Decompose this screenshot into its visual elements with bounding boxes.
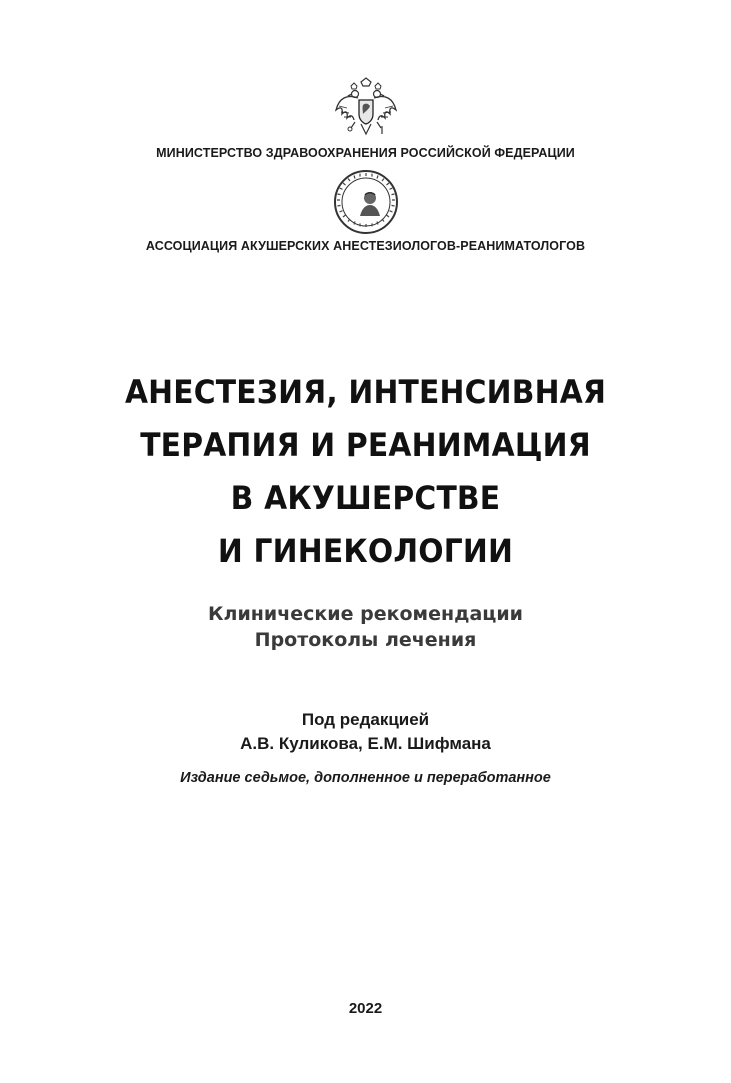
title-line-2: ТЕРАПИЯ И РЕАНИМАЦИЯ bbox=[140, 426, 591, 464]
association-logo-icon bbox=[0, 168, 731, 234]
title-line-3: В АКУШЕРСТВЕ bbox=[230, 479, 501, 517]
subtitle-line-1: Клинические рекомендации bbox=[208, 603, 523, 625]
book-title bbox=[26, 366, 706, 578]
title-line-1: АНЕСТЕЗИЯ, ИНТЕНСИВНАЯ bbox=[124, 373, 607, 411]
association-name: АССОЦИАЦИЯ АКУШЕРСКИХ АНЕСТЕЗИОЛОГОВ-РЕАНИМАТОЛОГОВ bbox=[145, 239, 586, 253]
title-line-4: И ГИНЕКОЛОГИИ bbox=[217, 532, 514, 570]
edition-note: Издание седьмое, дополненное и переработанное bbox=[180, 770, 551, 786]
ministry-emblem-icon bbox=[0, 76, 731, 142]
editors-names: А.В. Куликова, Е.М. Шифмана bbox=[240, 734, 491, 753]
ministry-name: МИНИСТЕРСТВО ЗДРАВООХРАНЕНИЯ РОССИЙСКОЙ ФЕДЕРАЦИИ bbox=[156, 146, 575, 160]
book-subtitle bbox=[0, 601, 731, 653]
publication-year: 2022 bbox=[348, 1000, 383, 1017]
subtitle-line-2: Протоколы лечения bbox=[254, 629, 477, 651]
editors-block bbox=[0, 708, 731, 756]
editors-label: Под редакцией bbox=[301, 710, 430, 729]
